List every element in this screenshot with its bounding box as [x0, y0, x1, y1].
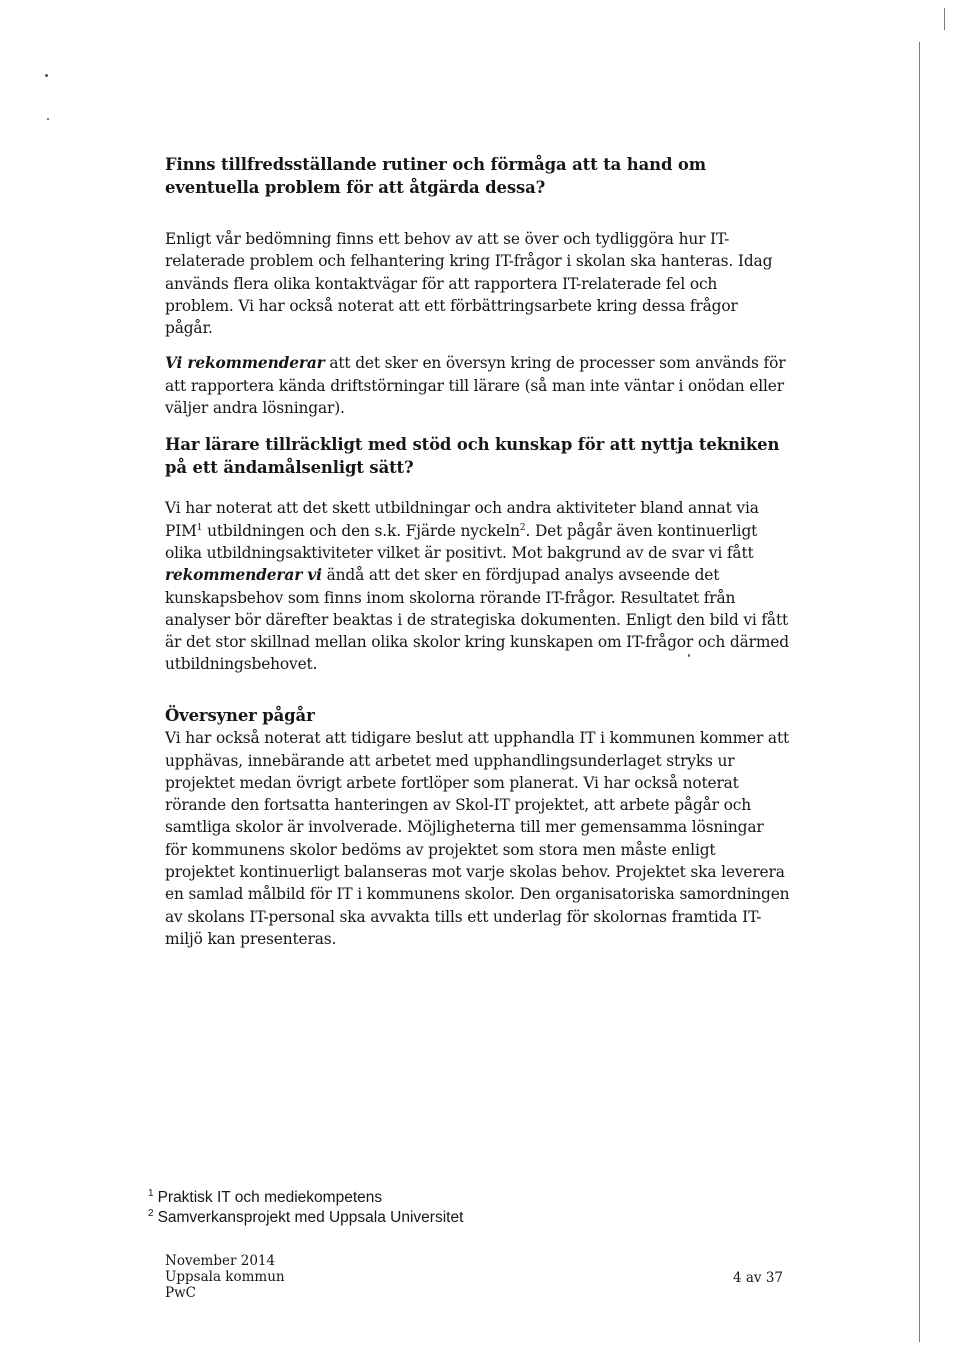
scan-edge-line-top [944, 8, 945, 30]
footer-firm: PwC [165, 1285, 196, 1301]
recommendation-emphasis: Vi rekommenderar [165, 354, 325, 373]
paragraph-training [165, 497, 790, 675]
footnote-text: Samverkansprojekt med Uppsala Universitet [157, 1209, 464, 1226]
footer-date: November 2014 [165, 1253, 276, 1269]
section-heading-reviews: Översyner pågår [165, 705, 315, 725]
scan-edge-line [919, 42, 920, 1342]
section-heading-teacher-support: Har lärare tillräckligt med stöd och kunskap för att nyttja tekniken på ett ändamålsenligt sätt? [165, 435, 780, 477]
training-text-2: utbildningen och den s.k. Fjärde nyckeln [202, 521, 520, 540]
paragraph-reviews: Vi har också noterat att tidigare beslut att upphandla IT i kommunen kommer att upphävas, innebärande att arbetet med upphandlingsunderlaget stryks ur projektet medan övrigt arbete fortlöper som planerat. Vi har också noterat rörande den fortsatta hanteringen av Skol-IT projektet, att arbete pågår och samtliga skolor är involverade. Möjligheterna till mer gemensamma lösningar för kommunens skolor bedöms av projektet som stora men måste enligt projektet kontinuerligt balanseras mot varje skolas behov. Projektet ska leverera en samlad målbild för IT i kommunens skolor. Den organisatoriska samordningen av skolans IT-personal ska avvakta tills ett underlag för skolornas framtida IT-miljö kan presenteras. [165, 729, 790, 948]
footnote-text: Praktisk IT och mediekompetens [157, 1189, 383, 1206]
training-emphasis: rekommenderar vi [165, 566, 322, 585]
footnote-1 [148, 1188, 568, 1208]
training-text-3: . Det pågår även kontinuerligt olika utbildningsaktiviteter vilket är positivt. Mot bakgrund av de svar vi fått [165, 521, 758, 562]
footer-organization: Uppsala kommun [165, 1269, 285, 1285]
footnote-number: 2 [148, 1208, 154, 1219]
main-content [165, 154, 790, 950]
recommendation-text: att det sker en översyn kring de processer som används för att rapportera kända driftstörningar till lärare (så man inte väntar i onödan eller väljer andra lösningar). [165, 354, 786, 418]
scan-speck [45, 74, 48, 77]
footnote-number: 1 [148, 1188, 154, 1199]
section-heading-routines: Finns tillfredsställande rutiner och förmåga att ta hand om eventuella problem för att åtgärda dessa? [165, 155, 706, 197]
footnote-ref-1: 1 [196, 522, 203, 533]
footnotes [148, 1188, 568, 1228]
page-footer-left [165, 1253, 285, 1301]
footnote-2 [148, 1208, 568, 1228]
training-text-4: ändå att det sker en fördjupad analys avseende det kunskapsbehov som finns inom skolorna rörande IT-frågor. Resultatet från analyser bör därefter beaktas i de strategiska dokumenten. Enligt den bild vi fått är det stor skillnad mellan olika skolor kring kunskapen om IT-frågor och därmed utbildningsbehovet. [165, 566, 789, 674]
scan-speck [47, 118, 49, 120]
paragraph-recommendation [165, 352, 790, 419]
paragraph-assessment: Enligt vår bedömning finns ett behov av att se över och tydliggöra hur IT-relaterade problem och felhantering kring IT-frågor i skolan ska hanteras. Idag används flera olika kontaktvägar för att rapportera IT-relaterade fel och problem. Vi har också noterat att ett förbättringsarbete kring dessa frågor pågår. [165, 230, 773, 338]
footnote-ref-2: 2 [519, 522, 526, 533]
page-number: 4 av 37 [733, 1270, 784, 1286]
training-text-1: Vi har noterat att det skett utbildningar och andra aktiviteter bland annat via PIM [165, 499, 759, 540]
